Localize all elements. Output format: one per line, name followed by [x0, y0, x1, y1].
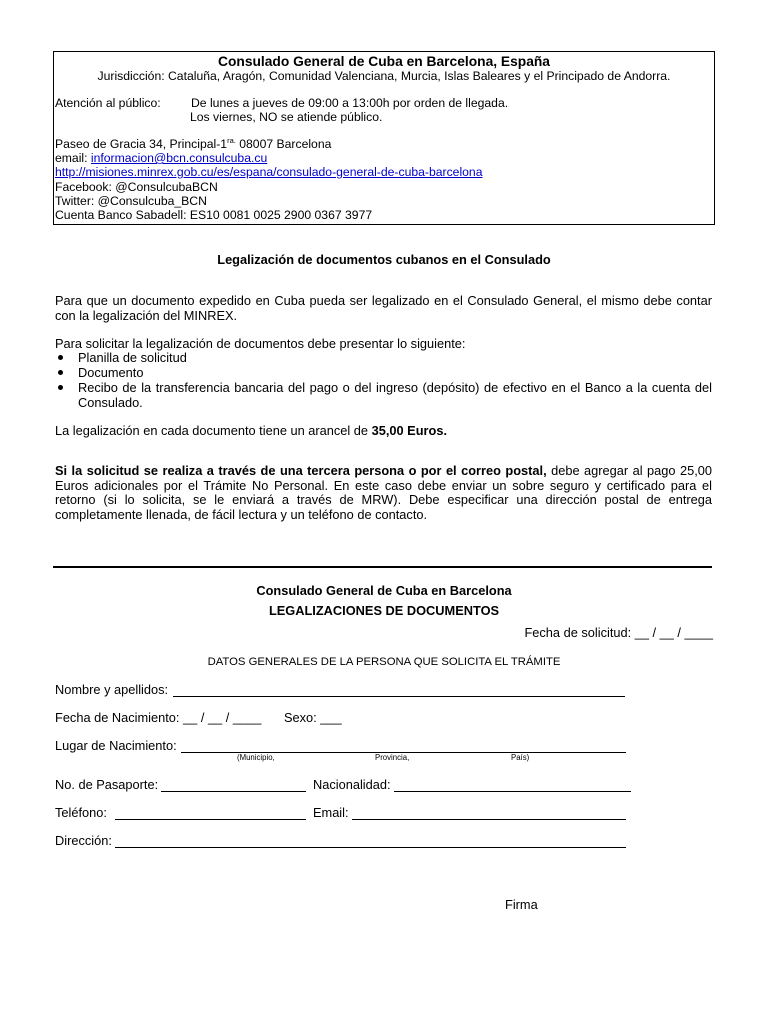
postal-address [55, 137, 331, 151]
consulate-title: Consulado General de Cuba en Barcelona, España [218, 54, 550, 69]
third-party-emphasis: Si la solicitud se realiza a través de una tercera persona o por el correo postal, [55, 463, 547, 478]
passport-blank-line [161, 791, 306, 792]
bullet-icon [58, 385, 63, 390]
third-party-text: debe agregar al pago 25,00 Euros adicionales por el Trámite No Personal. En este caso debe enviar un sobre seguro y certificado para el retorno (si lo solicita, se le enviará a través de MRW). Debe especificar una dirección postal de entrega completamente llenada, de fácil lectura y un teléfono de contacto. [55, 463, 712, 522]
nationality-label: Nacionalidad: [313, 777, 391, 792]
email-label: email: [55, 151, 91, 165]
address-blank-line [115, 847, 626, 848]
birth-place-hint-country: País) [511, 753, 530, 762]
sex-blank: ___ [316, 710, 342, 725]
facebook-handle: Facebook: @ConsulcubaBCN [55, 180, 218, 194]
fee-line [55, 423, 712, 438]
opening-hours-label: Atención al público: [55, 96, 161, 110]
fee-text: La legalización en cada documento tiene un arancel de [55, 423, 372, 438]
sex-label: Sexo: [284, 710, 317, 725]
section-divider [53, 566, 712, 568]
third-party-paragraph [55, 464, 712, 522]
nationality-blank-line [394, 791, 631, 792]
phone-blank-line [115, 819, 306, 820]
legalization-heading: Legalización de documentos cubanos en el Consulado [217, 252, 551, 267]
request-date-label: Fecha de solicitud: [524, 625, 632, 640]
section-title: DATOS GENERALES DE LA PERSONA QUE SOLICITA EL TRÁMITE [207, 656, 561, 668]
bullet-icon [58, 370, 63, 375]
list-item [55, 380, 712, 410]
name-label: Nombre y apellidos: [55, 682, 169, 697]
consulate-info-box [53, 51, 715, 225]
birth-place-hint-province: Provincia, [375, 753, 410, 762]
passport-label: No. de Pasaporte: [55, 777, 159, 792]
address-ordinal: ra. [227, 136, 236, 145]
requirements-list [55, 350, 712, 410]
form-title: LEGALIZACIONES DE DOCUMENTOS [268, 603, 500, 618]
bullet-icon [58, 355, 63, 360]
requirement-text: Planilla de solicitud [78, 350, 187, 365]
address-city: 08007 Barcelona [235, 137, 332, 151]
birth-place-label: Lugar de Nacimiento: [55, 738, 177, 753]
request-date [524, 625, 713, 641]
bank-account: Cuenta Banco Sabadell: ES10 0081 0025 2900 0367 3977 [55, 208, 373, 222]
email-blank-line [352, 819, 626, 820]
birth-date-label: Fecha de Nacimiento: [55, 710, 180, 725]
birth-place-hint-municipality: (Municipio, [237, 753, 275, 762]
website-link[interactable]: http://misiones.minrex.gob.cu/es/espana/consulado-general-de-cuba-barcelona [55, 165, 483, 179]
birth-date-blank: __ / __ / ____ [179, 710, 262, 725]
list-item [55, 365, 712, 380]
email-link[interactable]: informacion@bcn.consulcuba.cu [90, 151, 268, 165]
requirement-text: Documento [78, 365, 144, 380]
email-line [55, 151, 267, 165]
signature-label: Firma [505, 897, 538, 912]
name-blank-line [173, 696, 625, 697]
twitter-handle: Twitter: @Consulcuba_BCN [55, 194, 207, 208]
address-main: Paseo de Gracia 34, Principal-1 [55, 137, 228, 151]
requirements-intro: Para solicitar la legalización de documentos debe presentar lo siguiente: [55, 336, 466, 351]
request-date-blank: __ / __ / ____ [631, 625, 713, 640]
legalization-intro: Para que un documento expedido en Cuba pueda ser legalizado en el Consulado General, el mismo debe contar con la legalización del MINREX. [55, 293, 712, 323]
fee-amount: 35,00 Euros. [371, 423, 447, 438]
phone-label: Teléfono: [55, 805, 107, 820]
birth-date [55, 710, 261, 726]
address-label: Dirección: [55, 833, 112, 848]
opening-hours-fridays: Los viernes, NO se atiende público. [190, 110, 383, 124]
opening-hours-weekdays: De lunes a jueves de 09:00 a 13:00h por orden de llegada. [191, 96, 509, 110]
sex-field [284, 710, 342, 726]
list-item [55, 350, 712, 365]
email-field-label: Email: [313, 805, 349, 820]
form-office: Consulado General de Cuba en Barcelona [256, 583, 512, 598]
requirement-text: Recibo de la transferencia bancaria del pago o del ingreso (depósito) de efectivo en el Banco a la cuenta del Consulado. [78, 380, 712, 410]
jurisdiction-text: Jurisdicción: Cataluña, Aragón, Comunidad Valenciana, Murcia, Islas Baleares y el Principado de Andorra. [97, 69, 671, 83]
